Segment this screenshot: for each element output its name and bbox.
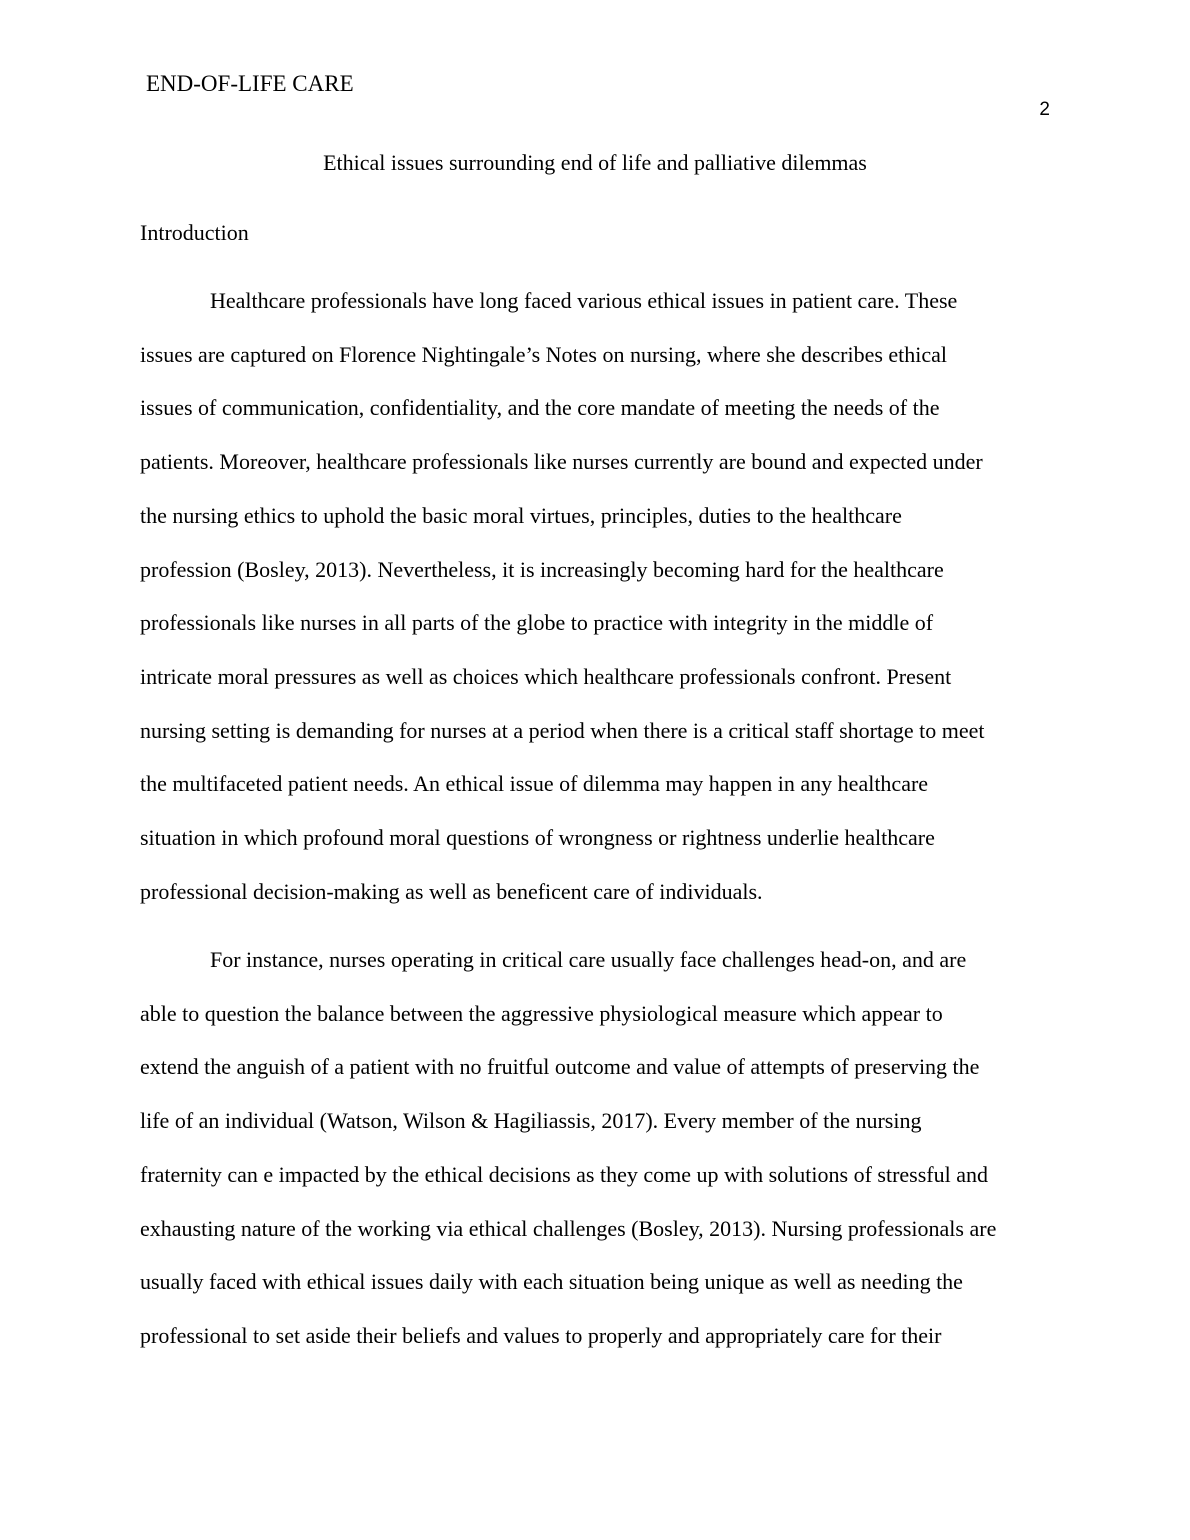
paragraph-line: For instance, nurses operating in critical care usually face challenges head-on, and are xyxy=(210,947,967,972)
paragraph-line: life of an individual (Watson, Wilson & Hagiliassis, 2017). Every member of the nursing xyxy=(140,1108,922,1134)
running-head: END-OF-LIFE CARE xyxy=(146,71,354,96)
paragraph-2 xyxy=(140,933,1055,1363)
paragraph-line: professional to set aside their beliefs and values to properly and appropriately care for their xyxy=(140,1322,942,1348)
paragraph-line: situation in which profound moral questions of wrongness or rightness underlie healthcare xyxy=(140,825,935,851)
paragraph-line: fraternity can e impacted by the ethical decisions as they come up with solutions of stressful and xyxy=(140,1161,988,1187)
paragraph-line: able to question the balance between the aggressive physiological measure which appear to xyxy=(140,1000,943,1026)
paragraph-line: the multifaceted patient needs. An ethical issue of dilemma may happen in any healthcare xyxy=(140,771,929,797)
paragraph-line: the nursing ethics to uphold the basic moral virtues, principles, duties to the healthcare xyxy=(140,502,902,528)
paragraph-line: usually faced with ethical issues daily with each situation being unique as well as needing the xyxy=(140,1269,963,1295)
paragraph-line: nursing setting is demanding for nurses at a period when there is a critical staff shortage to meet xyxy=(140,717,985,743)
paragraph-line: patients. Moreover, healthcare professionals like nurses currently are bound and expected under xyxy=(140,449,983,475)
paragraph-line: professionals like nurses in all parts of the globe to practice with integrity in the middle of xyxy=(140,610,934,636)
section-heading-introduction: Introduction xyxy=(140,220,249,245)
paragraph-1 xyxy=(140,274,1055,918)
paper-title: Ethical issues surrounding end of life and palliative dilemmas xyxy=(323,150,867,175)
paragraph-line: intricate moral pressures as well as choices which healthcare professionals confront. Present xyxy=(140,663,952,689)
page-number: 2 xyxy=(1039,99,1050,120)
paragraph-line: extend the anguish of a patient with no fruitful outcome and value of attempts of preserving the xyxy=(140,1054,980,1080)
paragraph-line: issues of communication, confidentiality, and the core mandate of meeting the needs of the xyxy=(140,395,940,421)
paragraph-line: professional decision-making as well as beneficent care of individuals. xyxy=(140,878,763,904)
paragraph-line: issues are captured on Florence Nightingale’s Notes on nursing, where she describes ethical xyxy=(140,341,948,367)
paragraph-line: Healthcare professionals have long faced various ethical issues in patient care. These xyxy=(210,288,958,313)
paragraph-line: profession (Bosley, 2013). Nevertheless, it is increasingly becoming hard for the healthcare xyxy=(140,556,944,582)
paragraph-line: exhausting nature of the working via ethical challenges (Bosley, 2013). Nursing professionals are xyxy=(140,1215,997,1241)
